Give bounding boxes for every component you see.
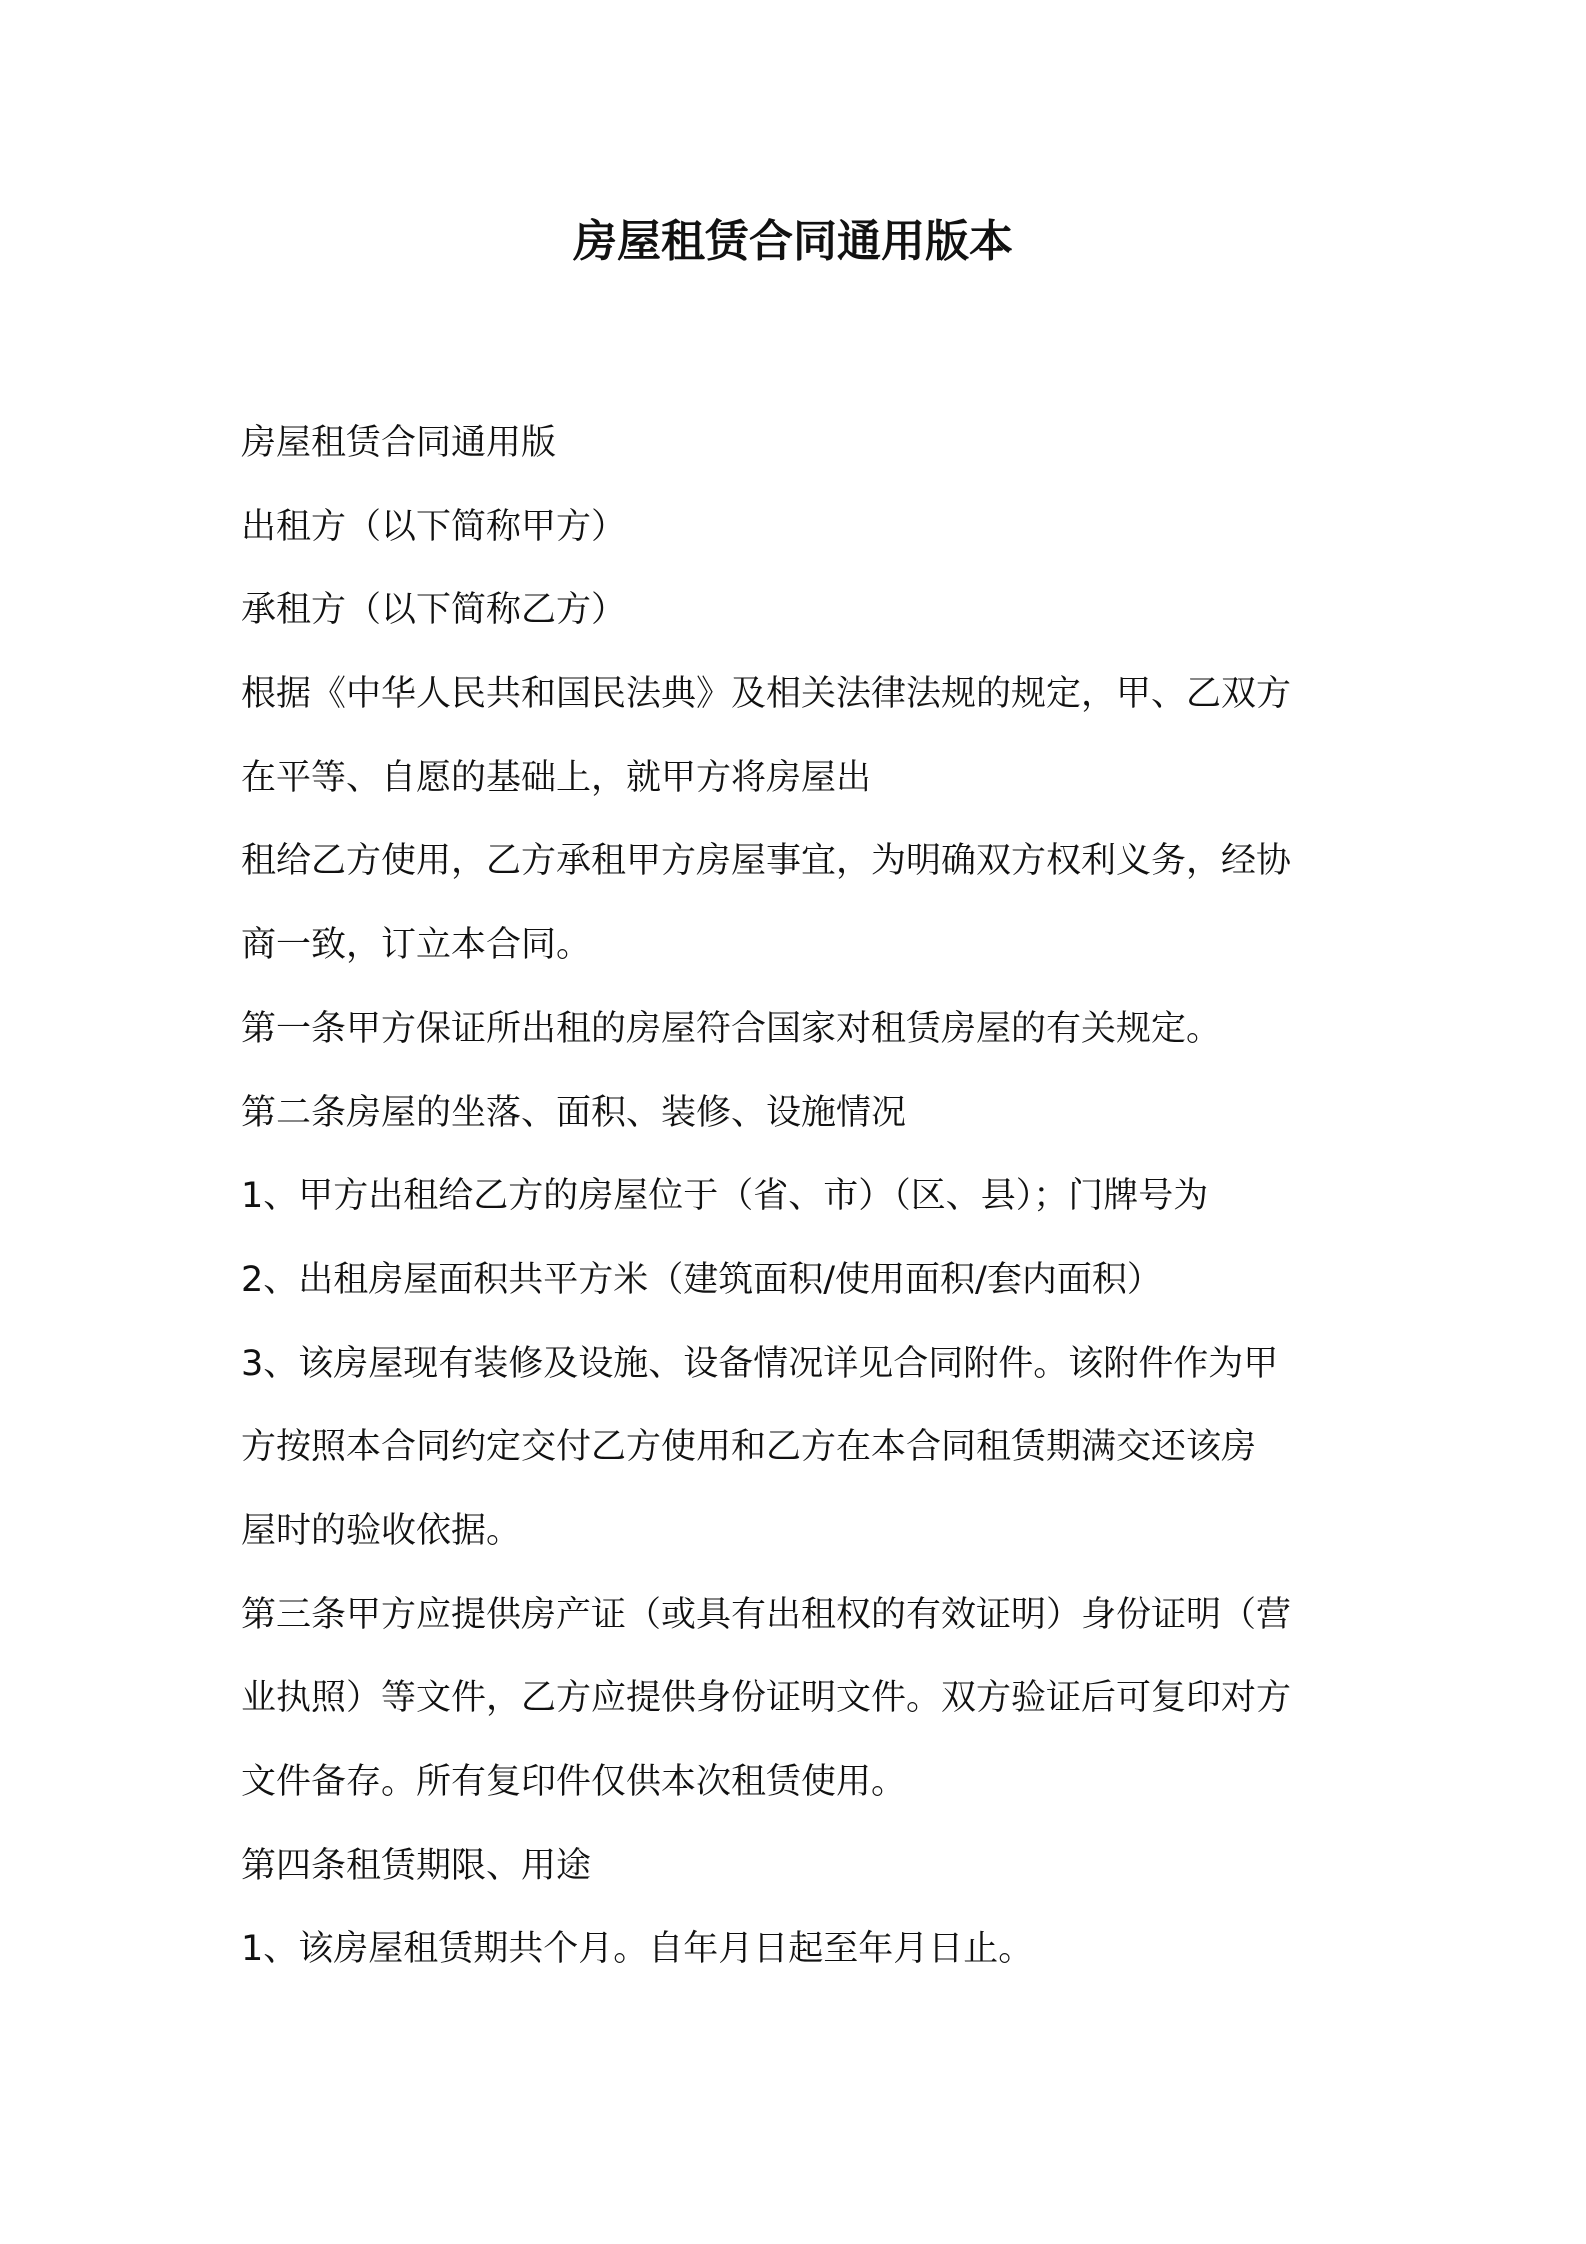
body-line: 文件备存。所有复印件仅供本次租赁使用。 bbox=[241, 1762, 907, 1802]
body-line: 根据《中华人民共和国民法典》及相关法律法规的规定，甲、乙双方 bbox=[241, 674, 1292, 715]
document-body bbox=[241, 402, 1356, 1992]
body-line: 方按照本合同约定交付乙方使用和乙方在本合同租赁期满交还该房 bbox=[241, 1427, 1257, 1468]
body-line: 业执照）等文件，乙方应提供身份证明文件。双方验证后可复印对方 bbox=[241, 1678, 1292, 1719]
body-line: 2、出租房屋面积共平方米（建筑面积/使用面积/套内面积） bbox=[241, 1259, 1162, 1300]
body-line: 第三条甲方应提供房产证（或具有出租权的有效证明）身份证明（营 bbox=[241, 1594, 1292, 1635]
body-line: 第四条租赁期限、用途 bbox=[241, 1845, 592, 1886]
body-line: 屋时的验收依据。 bbox=[241, 1510, 522, 1551]
body-line: 商一致，订立本合同。 bbox=[241, 925, 592, 966]
document-title: 房屋租赁合同通用版本 bbox=[573, 216, 1013, 267]
body-line: 第二条房屋的坐落、面积、装修、设施情况 bbox=[241, 1092, 907, 1133]
body-line: 3、该房屋现有装修及设施、设备情况详见合同附件。该附件作为甲 bbox=[241, 1343, 1279, 1384]
body-line: 出租方（以下简称甲方） bbox=[241, 506, 627, 547]
body-line: 1、甲方出租给乙方的房屋位于（省、市）（区、县）；门牌号为 bbox=[241, 1176, 1209, 1217]
body-line: 在平等、自愿的基础上，就甲方将房屋出 bbox=[241, 757, 872, 798]
body-line: 1、该房屋租赁期共个月。自年月日起至年月日止。 bbox=[241, 1929, 1034, 1970]
body-line: 房屋租赁合同通用版 bbox=[241, 423, 557, 463]
body-line: 承租方（以下简称乙方） bbox=[241, 590, 627, 631]
body-line: 租给乙方使用，乙方承租甲方房屋事宜，为明确双方权利义务，经协 bbox=[241, 841, 1292, 882]
body-line: 第一条甲方保证所出租的房屋符合国家对租赁房屋的有关规定。 bbox=[241, 1008, 1222, 1049]
